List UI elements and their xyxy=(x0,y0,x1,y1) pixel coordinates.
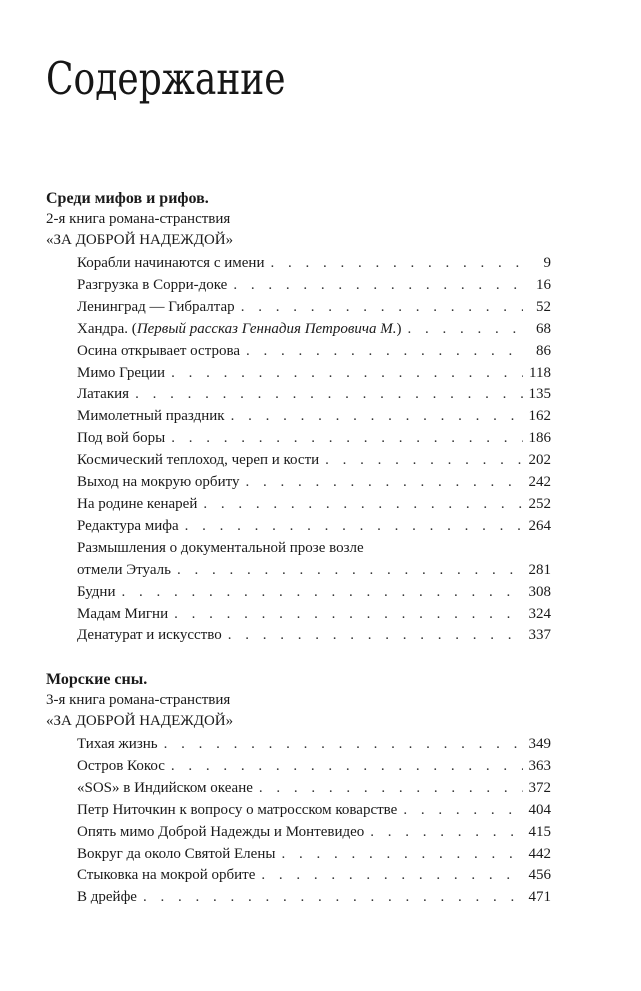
entry-title: Латакия xyxy=(77,386,130,403)
dot-leader xyxy=(203,494,522,516)
toc-entry[interactable] xyxy=(77,363,551,385)
entry-page: 162 xyxy=(528,408,551,425)
toc-entry[interactable] xyxy=(77,472,551,494)
dot-leader xyxy=(174,604,522,626)
toc-entry[interactable] xyxy=(77,516,551,538)
toc-entry[interactable] xyxy=(77,734,551,756)
toc-entry[interactable] xyxy=(77,538,551,582)
dot-leader xyxy=(228,625,523,647)
toc-entry[interactable] xyxy=(77,756,551,778)
dot-leader xyxy=(171,756,523,778)
entry-page: 308 xyxy=(528,583,551,600)
dot-leader xyxy=(135,384,522,406)
toc-entry[interactable] xyxy=(77,582,551,604)
toc-entry[interactable] xyxy=(77,604,551,626)
section-subtitle: 2-я книга романа-странствия xyxy=(46,211,231,227)
entry-page: 363 xyxy=(528,757,551,774)
entry-page: 135 xyxy=(528,386,551,403)
entry-page: 68 xyxy=(536,320,551,337)
dot-leader xyxy=(177,560,523,582)
entry-page: 349 xyxy=(528,736,551,752)
dot-leader xyxy=(185,516,523,538)
entry-title: Хандра. (Первый рассказ Геннадия Петровича М.) xyxy=(77,320,402,337)
toc-entry[interactable] xyxy=(77,275,551,297)
toc-entry[interactable] xyxy=(77,800,551,822)
dot-leader xyxy=(121,582,522,604)
toc-entry[interactable] xyxy=(77,297,551,319)
dot-leader xyxy=(245,472,522,494)
dot-leader xyxy=(164,734,523,756)
toc-entry[interactable] xyxy=(77,494,551,516)
toc-list xyxy=(46,253,551,647)
toc-entry[interactable] xyxy=(77,822,551,844)
entry-title: Разгрузка в Сорри-доке xyxy=(77,276,228,293)
entry-title: Денатурат и искусство xyxy=(77,627,222,644)
dot-leader xyxy=(241,297,523,319)
toc-entry[interactable] xyxy=(77,865,551,887)
dot-leader xyxy=(233,275,523,297)
entry-title: Под вой боры xyxy=(77,430,166,447)
entry-page: 242 xyxy=(528,474,551,491)
entry-title: Осина открывает острова xyxy=(77,342,240,359)
entry-title: Мимолетный праздник xyxy=(77,408,225,425)
entry-page: 118 xyxy=(529,364,551,381)
dot-leader xyxy=(231,406,523,428)
entry-title: Опять мимо Доброй Надежды и Монтевидео xyxy=(77,823,365,840)
entry-page: 9 xyxy=(543,255,551,271)
entry-title: Вокруг да около Святой Елены xyxy=(77,845,276,862)
entry-page: 456 xyxy=(528,867,551,884)
toc-entry[interactable] xyxy=(77,253,551,275)
section-title: Среди мифов и рифов. xyxy=(46,190,209,207)
dot-leader xyxy=(171,428,522,450)
dot-leader xyxy=(259,778,523,800)
entry-title: Петр Ниточкин к вопросу о матросском коварстве xyxy=(77,801,398,818)
toc-entry[interactable] xyxy=(77,428,551,450)
entry-title: Выход на мокрую орбиту xyxy=(77,474,240,491)
toc-section-1 xyxy=(46,188,551,647)
dot-leader xyxy=(281,844,522,866)
entry-title: Размышления о документальной прозе возле xyxy=(77,539,364,556)
entry-title: Будни xyxy=(77,583,116,600)
entry-title-italic: Первый рассказ Геннадия Петровича М. xyxy=(136,320,397,337)
entry-title: Ленинград — Гибралтар xyxy=(77,298,235,315)
toc-entry[interactable] xyxy=(77,406,551,428)
dot-leader xyxy=(246,341,523,363)
entry-page: 202 xyxy=(528,452,551,469)
entry-title: «SOS» в Индийском океане xyxy=(77,779,253,796)
toc-entry[interactable] xyxy=(77,450,551,472)
entry-page: 471 xyxy=(528,889,551,906)
entry-title: На родине кенарей xyxy=(77,495,198,512)
entry-title: В дрейфе xyxy=(77,889,137,906)
dot-leader xyxy=(325,450,522,472)
entry-page: 264 xyxy=(528,517,551,534)
dot-leader xyxy=(270,253,523,275)
entry-page: 16 xyxy=(536,276,551,293)
entry-page: 252 xyxy=(528,495,551,512)
toc-entry[interactable] xyxy=(77,341,551,363)
dot-leader xyxy=(171,363,523,385)
entry-title: Корабли начинаются с имени xyxy=(77,255,265,271)
entry-title: Стыковка на мокрой орбите xyxy=(77,867,256,884)
dot-leader xyxy=(403,800,522,822)
section-title: Морские сны. xyxy=(46,671,148,688)
dot-leader xyxy=(143,887,523,909)
toc-list xyxy=(46,734,551,909)
entry-page: 86 xyxy=(536,342,551,359)
toc-entry[interactable] xyxy=(77,625,551,647)
dot-leader xyxy=(408,319,523,341)
dot-leader xyxy=(261,865,522,887)
entry-page: 337 xyxy=(528,627,551,644)
entry-page: 186 xyxy=(528,430,551,447)
entry-title: Мимо Греции xyxy=(77,364,166,381)
section-book-title: «ЗА ДОБРОЙ НАДЕЖДОЙ» xyxy=(46,232,234,248)
section-subtitle: 3-я книга романа-странствия xyxy=(46,692,231,708)
entry-page: 404 xyxy=(528,801,551,818)
toc-entry[interactable] xyxy=(77,778,551,800)
section-book-title: «ЗА ДОБРОЙ НАДЕЖДОЙ» xyxy=(46,713,234,729)
entry-page: 281 xyxy=(528,561,551,578)
entry-page: 52 xyxy=(536,298,551,315)
entry-title-continued: отмели Этуаль xyxy=(77,561,171,578)
entry-title: Мадам Мигни xyxy=(77,605,169,622)
entry-page: 372 xyxy=(528,779,551,796)
entry-page: 324 xyxy=(528,605,551,622)
entry-title: Космический теплоход, череп и кости xyxy=(77,452,320,469)
toc-entry[interactable] xyxy=(77,887,551,909)
dot-leader xyxy=(370,822,522,844)
toc-entry[interactable] xyxy=(77,384,551,406)
entry-page: 442 xyxy=(528,845,551,862)
entry-title: Остров Кокос xyxy=(77,757,165,774)
entry-page: 415 xyxy=(528,823,551,840)
toc-entry[interactable] xyxy=(77,844,551,866)
entry-title: Редактура мифа xyxy=(77,517,179,534)
toc-section-2 xyxy=(46,669,551,909)
toc-entry[interactable] xyxy=(77,319,551,341)
entry-title: Тихая жизнь xyxy=(77,736,158,752)
page-title: Содержание xyxy=(46,52,286,105)
